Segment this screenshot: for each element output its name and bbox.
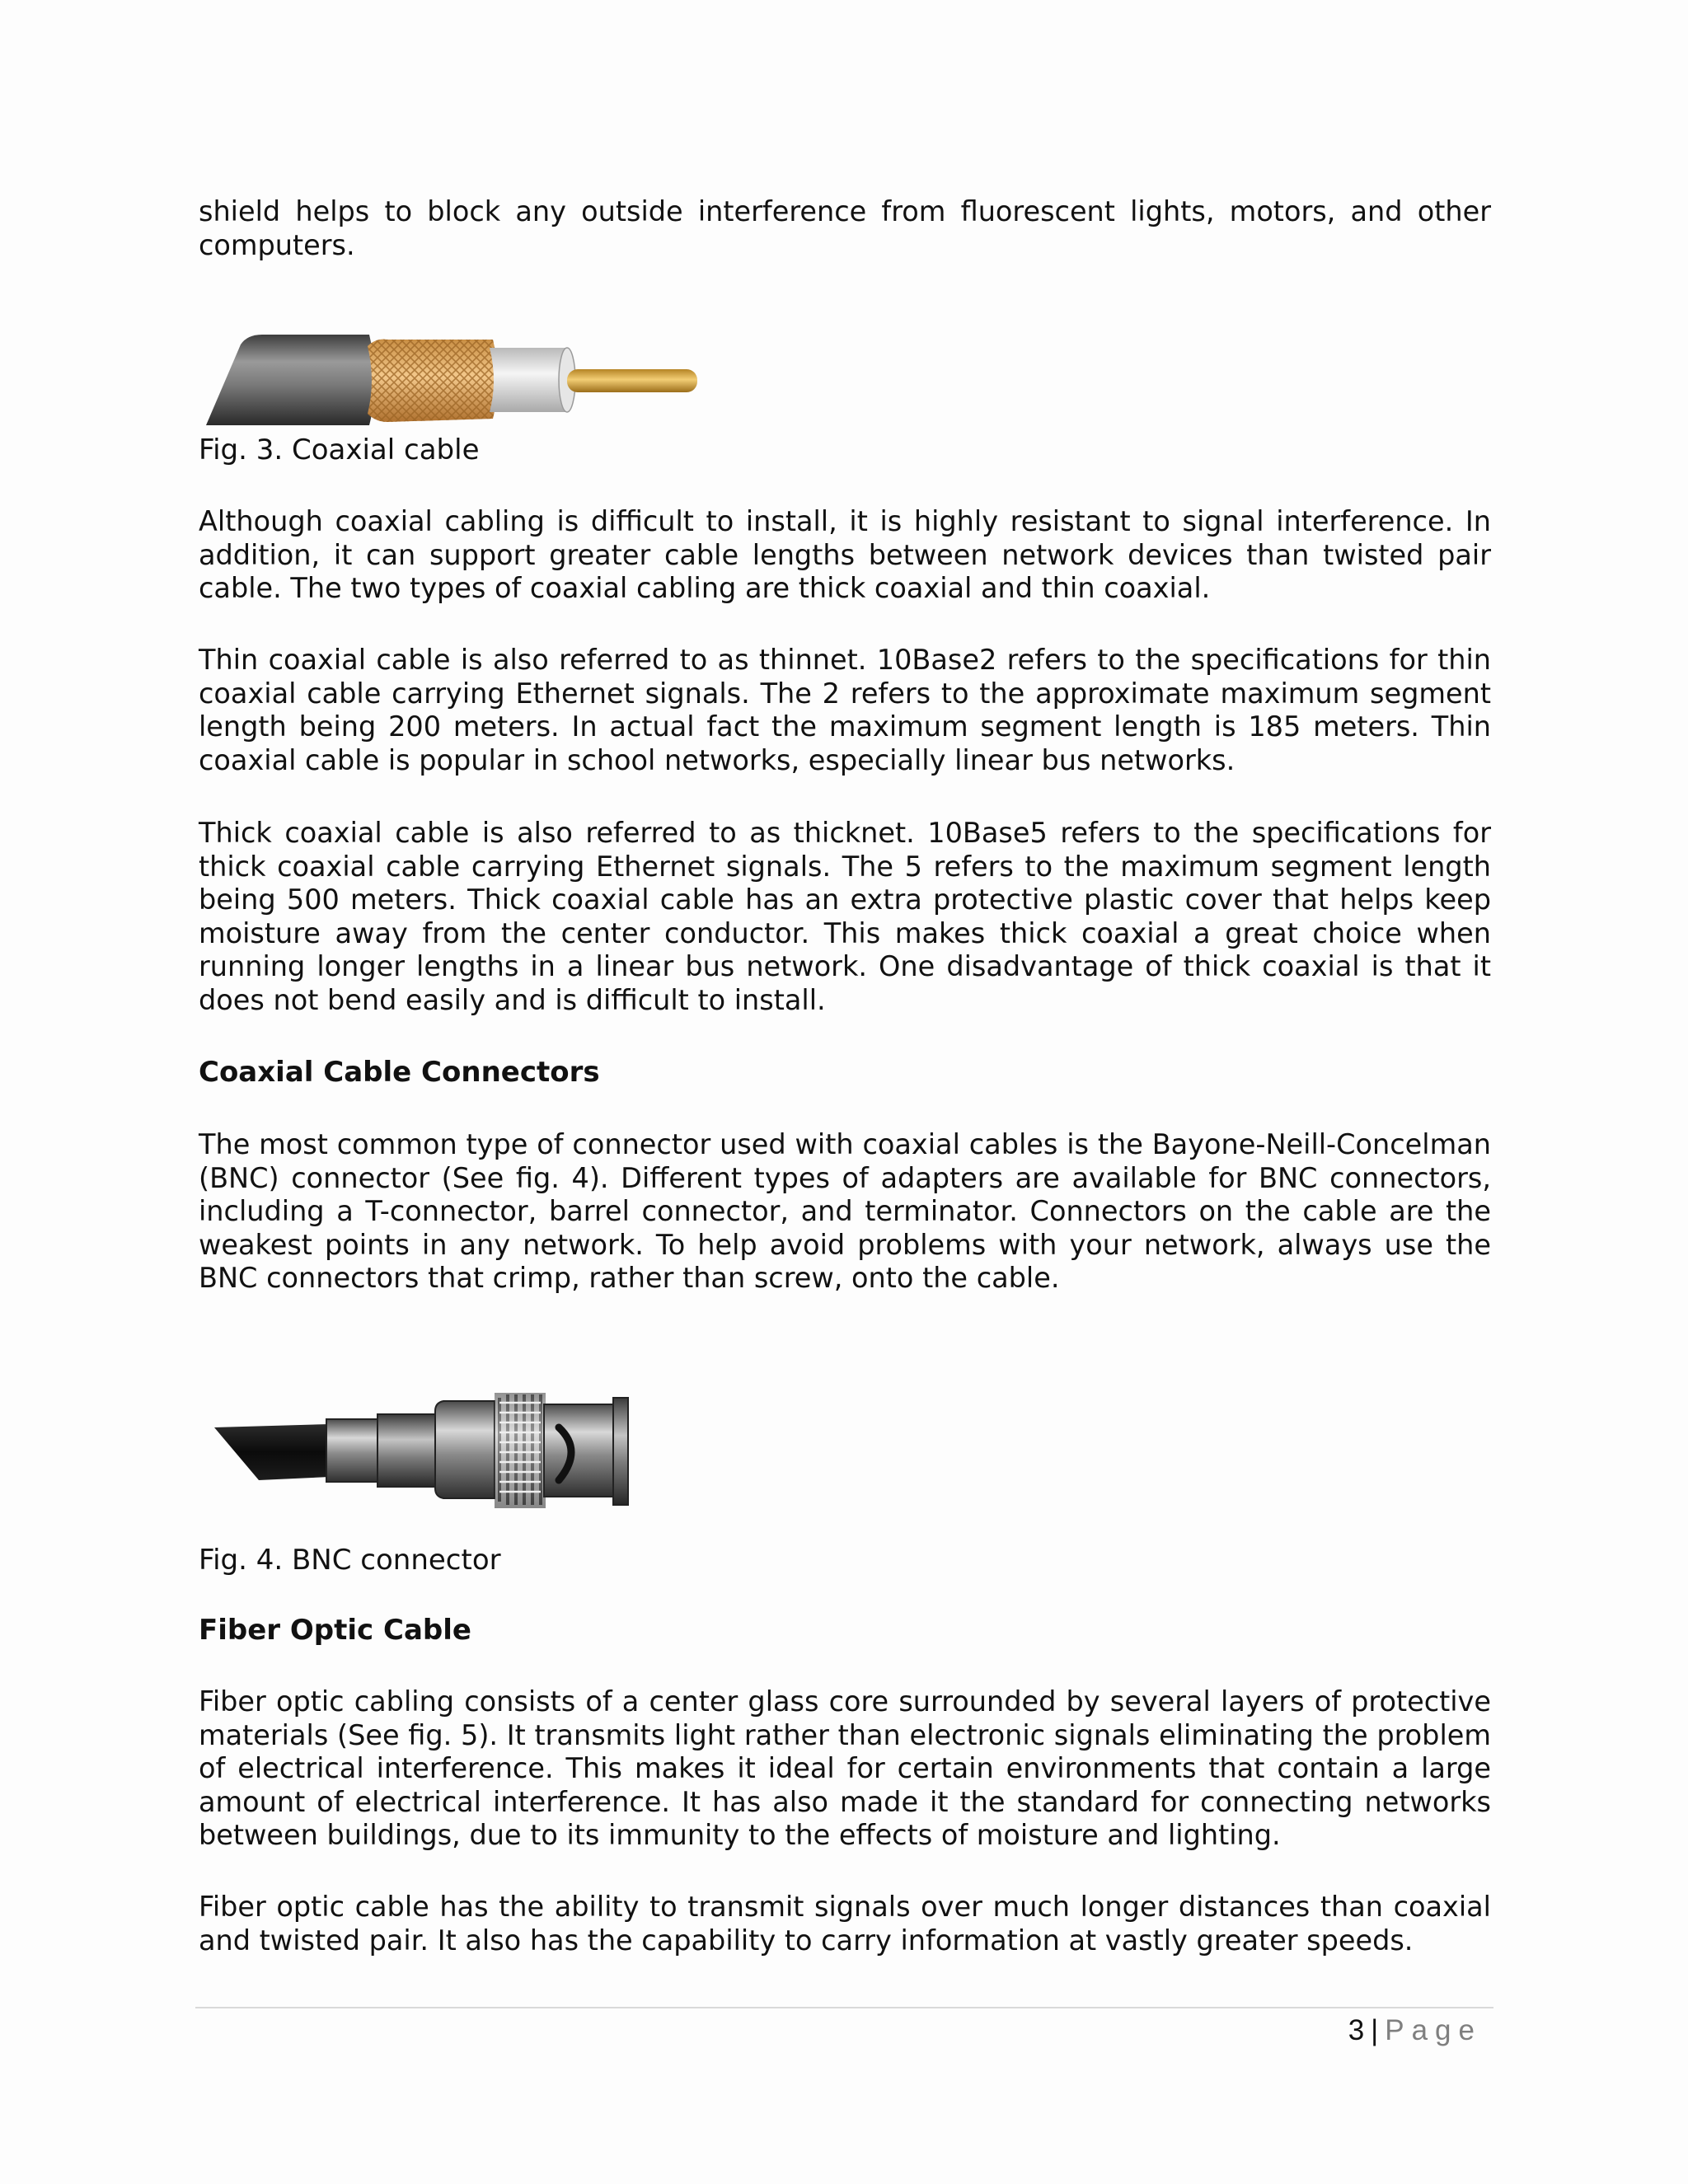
bnc-connector-figure bbox=[214, 1378, 631, 1523]
paragraph-fiber-advantages: Fiber optic cable has the ability to transmit signals over much longer distances than coaxial and twisted pair. It also has the capability to carry information at vastly greater speeds. bbox=[199, 1891, 1491, 1957]
heading-coaxial-cable-connectors: Coaxial Cable Connectors bbox=[199, 1056, 600, 1089]
paragraph-thick-coax: Thick coaxial cable is also referred to as thicknet. 10Base5 refers to the specifications for thick coaxial cable carrying Ethernet signals. The 5 refers to the maximum segment length being 500 meters. Thick coaxial cable has an extra protective plastic cover that helps keep moisture away from the center conductor. This makes thick coaxial a great choice when running longer lengths in a linear bus network. One disadvantage of thick coaxial is that it does not bend easily and is difficult to install. bbox=[199, 817, 1491, 1016]
figure-4-caption: Fig. 4. BNC connector bbox=[199, 1544, 501, 1577]
center-conductor bbox=[567, 369, 697, 392]
paragraph-bnc-connector: The most common type of connector used with coaxial cables is the Bayone-Neill-Concelman (BNC) connector (See fig. 4). Different types of adapters are available for BNC connectors, including a T-connector, barrel connector, and terminator. Connectors on the cable are the weakest points in any network. To help avoid problems with your network, always use the BNC connectors that crimp, rather than screw, onto the cable. bbox=[199, 1128, 1491, 1294]
footer-separator: | bbox=[1371, 2014, 1381, 2046]
page-footer bbox=[1348, 2014, 1482, 2047]
page-label: Page bbox=[1385, 2014, 1482, 2046]
cable-end bbox=[214, 1424, 330, 1480]
heading-fiber-optic-cable: Fiber Optic Cable bbox=[199, 1614, 471, 1647]
paragraph-shield: shield helps to block any outside interference from fluorescent lights, motors, and other computers. bbox=[199, 195, 1491, 261]
paragraph-thin-coax: Thin coaxial cable is also referred to as thinnet. 10Base2 refers to the specifications for thin coaxial cable carrying Ethernet signals. The 2 refers to the approximate maximum segment length being 200 meters. In actual fact the maximum segment length is 185 meters. Thin coaxial cable is popular in school networks, especially linear bus networks. bbox=[199, 644, 1491, 776]
bayonet-ring bbox=[435, 1401, 495, 1498]
footer-divider bbox=[195, 2007, 1493, 2008]
paragraph-fiber-overview: Fiber optic cabling consists of a center glass core surrounded by several layers of protective materials (See fig. 5). It transmits light rather than electronic signals eliminating the problem of electrical interference. This makes it ideal for certain environments that contain a large amount of electrical interference. It has also made it the standard for connecting networks between buildings, due to its immunity to the effects of moisture and lighting. bbox=[199, 1685, 1491, 1851]
paragraph-coax-overview: Although coaxial cabling is difficult to install, it is highly resistant to signal interference. In addition, it can support greater cable lengths between network devices than twisted pair cable. The two types of coaxial cabling are thick coaxial and thin coaxial. bbox=[199, 505, 1491, 604]
coaxial-cable-figure bbox=[204, 333, 702, 429]
page-number: 3 bbox=[1348, 2014, 1367, 2046]
crimp-sleeve bbox=[326, 1419, 379, 1482]
figure-3-caption: Fig. 3. Coaxial cable bbox=[199, 434, 480, 466]
connector-body bbox=[544, 1404, 615, 1497]
cable-jacket bbox=[206, 335, 375, 425]
